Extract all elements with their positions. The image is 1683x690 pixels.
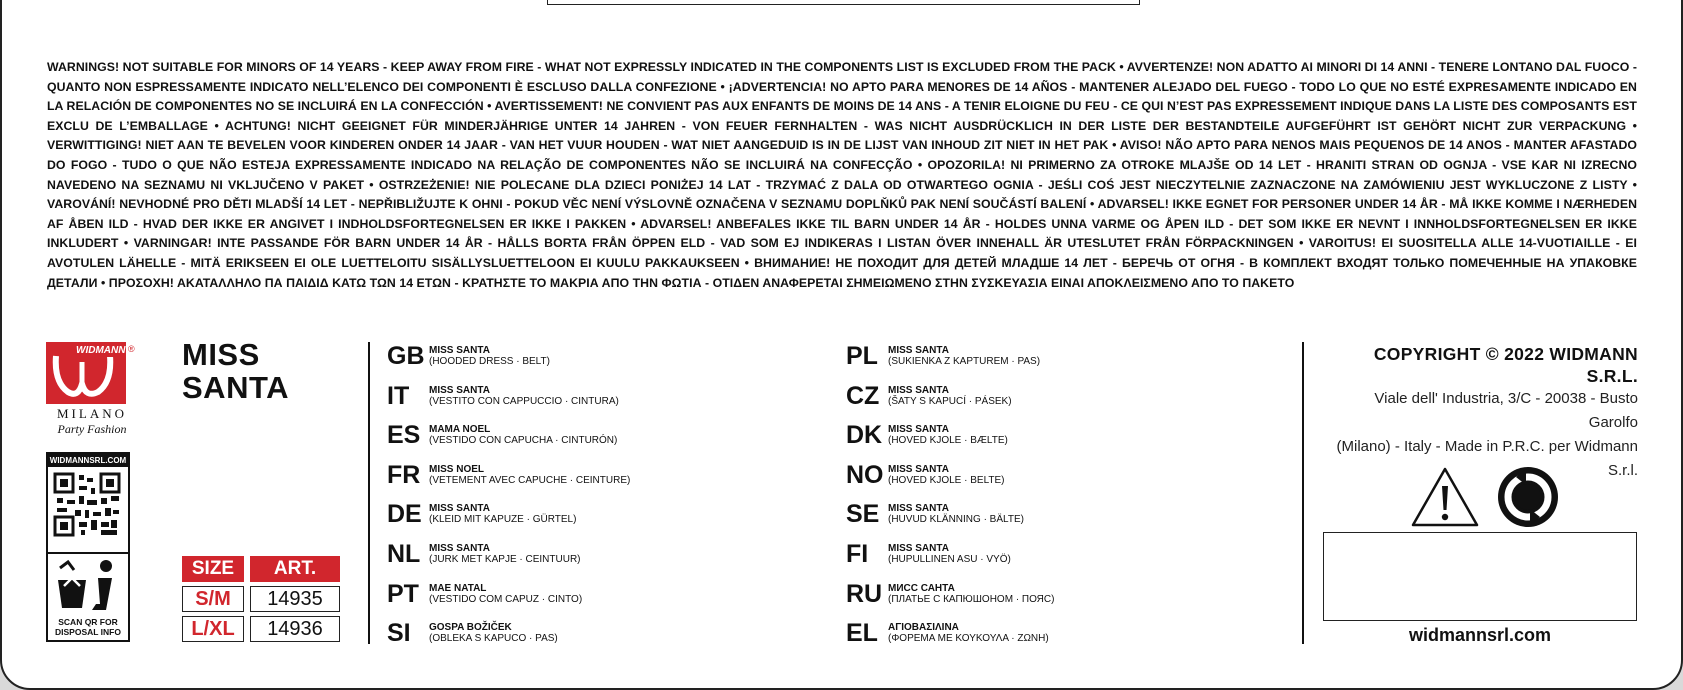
- lang-code: RU: [846, 579, 883, 608]
- logo-city: MILANO: [57, 406, 127, 421]
- lang-desc: (VESTIDO COM CAPUZ · CINTO): [429, 593, 583, 605]
- size-row: [182, 586, 340, 612]
- lang-name: MAMA NOEL: [429, 424, 491, 436]
- lang-desc: (VESTIDO CON CAPUCHA · CINTURÓN): [429, 435, 618, 447]
- top-blank-box: [547, 0, 1140, 5]
- lang-name: ΑΓΙΟΒΑΣΙΛΙΝΑ: [888, 622, 959, 634]
- lang-desc: (VETEMENT AVEC CAPUCHE · CEINTURE): [429, 474, 631, 486]
- art-cell: 14935: [250, 586, 340, 612]
- size-table-header: [182, 556, 340, 582]
- copyright-line: COPYRIGHT © 2022 WIDMANN S.R.L.: [1373, 344, 1638, 386]
- lang-item: [387, 500, 630, 540]
- divider-left: [368, 342, 370, 644]
- lang-name: MISS SANTA: [888, 384, 949, 396]
- lang-name: MISS SANTA: [888, 424, 949, 436]
- lang-item: [846, 500, 1054, 540]
- lang-name: MISS SANTA: [429, 345, 490, 356]
- lang-desc: (JURK MET KAPJE · CEINTUUR): [429, 553, 581, 565]
- lang-item: [387, 342, 630, 382]
- lang-desc: (ŠATY S KAPUCÍ · PÁSEK): [888, 395, 1012, 407]
- lang-item: [846, 382, 1054, 422]
- lang-name: MISS SANTA: [429, 384, 490, 396]
- widmann-logo: [46, 342, 138, 437]
- art-header: ART.: [250, 556, 340, 582]
- qr-block: [46, 452, 130, 642]
- qr-divider: [48, 552, 128, 554]
- lang-name: MISS SANTA: [888, 542, 949, 554]
- lang-name: MISS SANTA: [429, 542, 490, 554]
- languages-left: [387, 342, 630, 659]
- lang-name: MISS NOEL: [429, 463, 485, 475]
- lang-desc: (HOVED KJOLE · BELTE): [888, 474, 1005, 486]
- logo-brand: WIDMANN: [76, 345, 126, 356]
- qr-url: WIDMANNSRL.COM: [49, 456, 127, 465]
- blank-info-box: [1323, 532, 1637, 621]
- product-title: [182, 338, 289, 404]
- lang-item: [846, 580, 1054, 620]
- lang-desc: (KLEID MIT KAPUZE · GÜRTEL): [429, 514, 577, 526]
- art-cell: 14936: [250, 616, 340, 642]
- product-title-line2: SANTA: [182, 370, 289, 405]
- size-row: [182, 616, 340, 642]
- copyright-block: [1326, 343, 1638, 483]
- product-title-line1: MISS: [182, 337, 260, 372]
- disposal-info-icon: [54, 558, 124, 616]
- lang-code: NO: [846, 460, 884, 489]
- symbols: [1410, 465, 1560, 529]
- lang-desc: (HUVUD KLÄNNING · BÄLTE): [888, 514, 1024, 526]
- lang-code: FR: [387, 460, 421, 489]
- lang-item: [387, 580, 630, 620]
- lang-desc: (ΦΟΡΕΜΑ ΜΕ ΚΟΥΚΟΥΛΑ · ΖΩΝΗ): [888, 633, 1049, 645]
- lang-item: [387, 421, 630, 461]
- lang-name: MAE NATAL: [429, 582, 487, 594]
- address-line: Viale dell' Industria, 3/C - 20038 - Busto Garolfo: [1374, 390, 1638, 431]
- lang-code: SI: [387, 619, 411, 648]
- logo-mark: [46, 342, 138, 404]
- lang-code: SE: [846, 500, 880, 529]
- lang-item: [387, 461, 630, 501]
- size-cell: S/M: [182, 586, 244, 612]
- green-dot-recycle-icon: [1496, 465, 1560, 529]
- size-table: [182, 556, 340, 642]
- size-cell: L/XL: [182, 616, 244, 642]
- lang-name: MISS SANTA: [429, 503, 490, 515]
- lang-item: [387, 540, 630, 580]
- lang-name: GOSPA BOŽIČEK: [429, 622, 512, 634]
- warnings-text: WARNINGS! NOT SUITABLE FOR MINORS OF 14 YEARS - KEEP AWAY FROM FIRE - WHAT NOT EXPRESSLY INDICATED IN THE COMPONENTS LIST IS EXCLUDED FROM THE PACK • AVVERTENZE! NON ADATTO AI MINORI DI 14 ANNI - TENERE LONTANO DAL FUOCO - QUANTO NON ESPRESSAMENTE INDICATO NELL’ELENCO DEI COMPONENTI È ESCLUSO DALLA CONFEZIONE • ¡ADVERTENCIA! NO APTO PARA MENORES DE 14 AÑOS - MANTENER ALEJADO DEL FUEGO - TODO LO QUE NO ESTÉ EXPRESAMENTE INDICADO EN LA RELACIÓN DE COMPONENTES NO SE INCLUIRÁ EN LA CONFECCIÓN • AVERTISSEMENT! NE CONVIENT PAS AUX ENFANTS DE MOINS DE 14 ANS - A TENIR ELOIGNE DU FEU - CE QUI N’EST PAS EXPRESSEMENT INDIQUE DANS LA LISTE DES COMPOSANTS EST EXCLU DE L’EMBALLAGE • ACHTUNG! NICHT GEEIGNET FÜR MINDERJÄHRIGE UNTER 14 JAHREN - VON FEUER FERNHALTEN - WAS NICHT AUSDRÜCKLICH IN DER LISTE DER BESTANDTEILE AUFGEFÜHRT IST GEHÖRT NICHT ZUR VERPACKUNG • VERWITTIGING! NIET AAN TE BEVELEN VOOR KINDEREN ONDER 14 JAAR - VAN HET VUUR HOUDEN - WAT NIET AANGEDUID IS IN DE LIJST VAN INHOUD ZIT NIET IN HET PAK • AVISO! NÃO APTO PARA NENOS MAIS PEQUENOS DE 14 ANOS - MANTER AFASTADO DO FOGO - TUDO O QUE NÃO ESTEJA EXPRESSAMENTE INDICADO NA RELAÇÃO DE COMPONENTES NÃO SE INCLUIRÁ NA CONFECÇÃO • OPOZORILA! NI PRIMERNO ZA OTROKE MLAJŠE OD 14 LET - HRANITI STRAN OD OGNJA - VSE KAR NI IZRECNO NAVEDENO NA SEZNAMU NI VKLJUČENO V PAKET • OSTRZEŻENIE! NIE POLECANE DLA DZIECI PONIŻEJ 14 LAT - TRZYMAĆ Z DALA OD OTWARTEGO OGNIA - JEŚLI COŚ JEST NIECZYTELNIE ZAZNACZONE NA ZAMÓWIENIU JEST WYKLUCZONE Z LISTY • VAROVÁNÍ! NEVHODNÉ PRO DĚTI MLADŠÍ 14 LET - NEPŘIBLIŽUJTE K OHNI - POKUD VĚC NENÍ VÝSLOVNĚ OZNAČENA V SEZNAMU DOPLŇKŮ PAK NENÍ SOUČÁSTÍ BALENÍ • ADVARSEL! IKKE EGNET FOR PERSONER UNDER 14 ÅR - MÅ IKKE KOMME I NÆRHEDEN AF ÅBEN ILD - HVAD DER IKKE ER ANGIVET I INDHOLDSFORTEGNELSEN ER IKKE I PAKKEN • ADVARSEL! ANBEFALES IKKE TIL BARN UNDER 14 ÅR - HOLDES UNNA VARME OG ÅPEN ILD - DET SOM IKKE ER NEVNT I INNHOLDSFORTEGNELSEN ER IKKE INKLUDERT • VARNINGAR! INTE PASSANDE FÖR BARN UNDER 14 ÅR - HÅLLS BORTA FRÅN ÖPPEN ELD - VAD SOM EJ INDIKERAS I LISTAN ÖVER INNEHALL ÄR UTESLUTET FRÅN FÖRPACKNINGEN • VAROITUS! EI SUOSITELLA ALLE 14-VUOTIAILLE - EI AVOTULEN LÄHELLE - MITÄ ERIKSEEN EI OLE LUETTELOITU SISÄLLYSLUETTELOON EI KUULU PAKKAUKSEEN • ВНИМАНИЕ! НЕ ПОХОДИТ ДЛЯ ДЕТЕЙ МЛАДШЕ 14 ЛЕТ - БЕРЕЧЬ ОТ ОГНЯ - В КОМПЛЕКТ ВХОДЯТ ТОЛЬКО ПОМЕЧЕННЫЕ НА УПАКОВКЕ ДЕТАЛИ • ΠΡΟΣΟΧΗ! ΑΚΑΤΑΛΛΗΛΟ ΠΑ ΠΑΙΔΙΔ ΚΑΤΩ ΤΩΝ 14 ΕΤΩΝ - ΚΡΑΤΗΣΤΕ ΤΟ ΜΑΚΡΙΑ ΑΠΟ ΤΗΝ ΦΩΤΙΑ - ΟΤΙΔΕΝ ΑΝΑΦΕΡΕΤΑΙ ΣΗΜΕΙΩΜΕΝΟ ΣΤΗΝ ΣΥΣΚΕΥΑΣΙΑ ΕΙΝΑΙ ΑΠΟΚΛΕΙΣΜΕΝΟ ΑΠΟ ΤΟ ΠΑΚΕΤΟ: [47, 60, 1637, 290]
- lang-item: [846, 461, 1054, 501]
- warning-triangle-icon: [1410, 466, 1480, 528]
- lang-item: [387, 382, 630, 422]
- lang-code: GB: [387, 342, 425, 370]
- lang-code: PT: [387, 579, 419, 608]
- lang-code: DE: [387, 500, 422, 529]
- languages-right: [846, 342, 1054, 659]
- size-header: SIZE: [182, 556, 244, 582]
- lang-item: [387, 619, 630, 659]
- lang-code: ES: [387, 421, 421, 450]
- qr-code-icon: [53, 472, 123, 538]
- lang-desc: (HUPULLINEN ASU · VYÖ): [888, 553, 1011, 565]
- lang-name: MISS SANTA: [888, 463, 949, 475]
- lang-code: CZ: [846, 381, 880, 410]
- divider-right: [1302, 342, 1304, 644]
- lang-desc: (SUKIENKA Z KAPTUREM · PAS): [888, 356, 1041, 367]
- scan-qr-text: SCAN QR FOR DISPOSAL INFO: [55, 617, 121, 637]
- lang-name: MISS SANTA: [888, 345, 949, 356]
- logo-tagline: Party Fashion: [57, 422, 127, 436]
- website-url: widmannsrl.com: [1408, 625, 1552, 645]
- address-line: (Milano) - Italy - Made in P.R.C. per Widmann S.r.l.: [1336, 438, 1638, 479]
- lang-item: [846, 540, 1054, 580]
- lang-desc: (ПЛАТЬЕ С КАПЮШОНОМ · ПОЯС): [888, 593, 1055, 605]
- lang-name: МИСС САНТА: [888, 582, 955, 594]
- lang-code: NL: [387, 539, 421, 568]
- lang-code: IT: [387, 381, 410, 410]
- logo-registered: ®: [128, 344, 135, 354]
- lang-name: MISS SANTA: [888, 503, 949, 515]
- lang-item: [846, 619, 1054, 659]
- lang-code: PL: [846, 342, 878, 370]
- lang-code: EL: [846, 619, 878, 648]
- lang-item: [846, 342, 1054, 382]
- lang-code: DK: [846, 421, 883, 450]
- lang-desc: (VESTITO CON CAPPUCCIO · CINTURA): [429, 395, 619, 407]
- lang-item: [846, 421, 1054, 461]
- lang-desc: (OBLEKA S KAPUCO · PAS): [429, 633, 558, 645]
- lang-code: FI: [846, 539, 869, 568]
- lang-desc: (HOODED DRESS · BELT): [429, 356, 550, 367]
- lang-desc: (HOVED KJOLE · BÆLTE): [888, 435, 1008, 447]
